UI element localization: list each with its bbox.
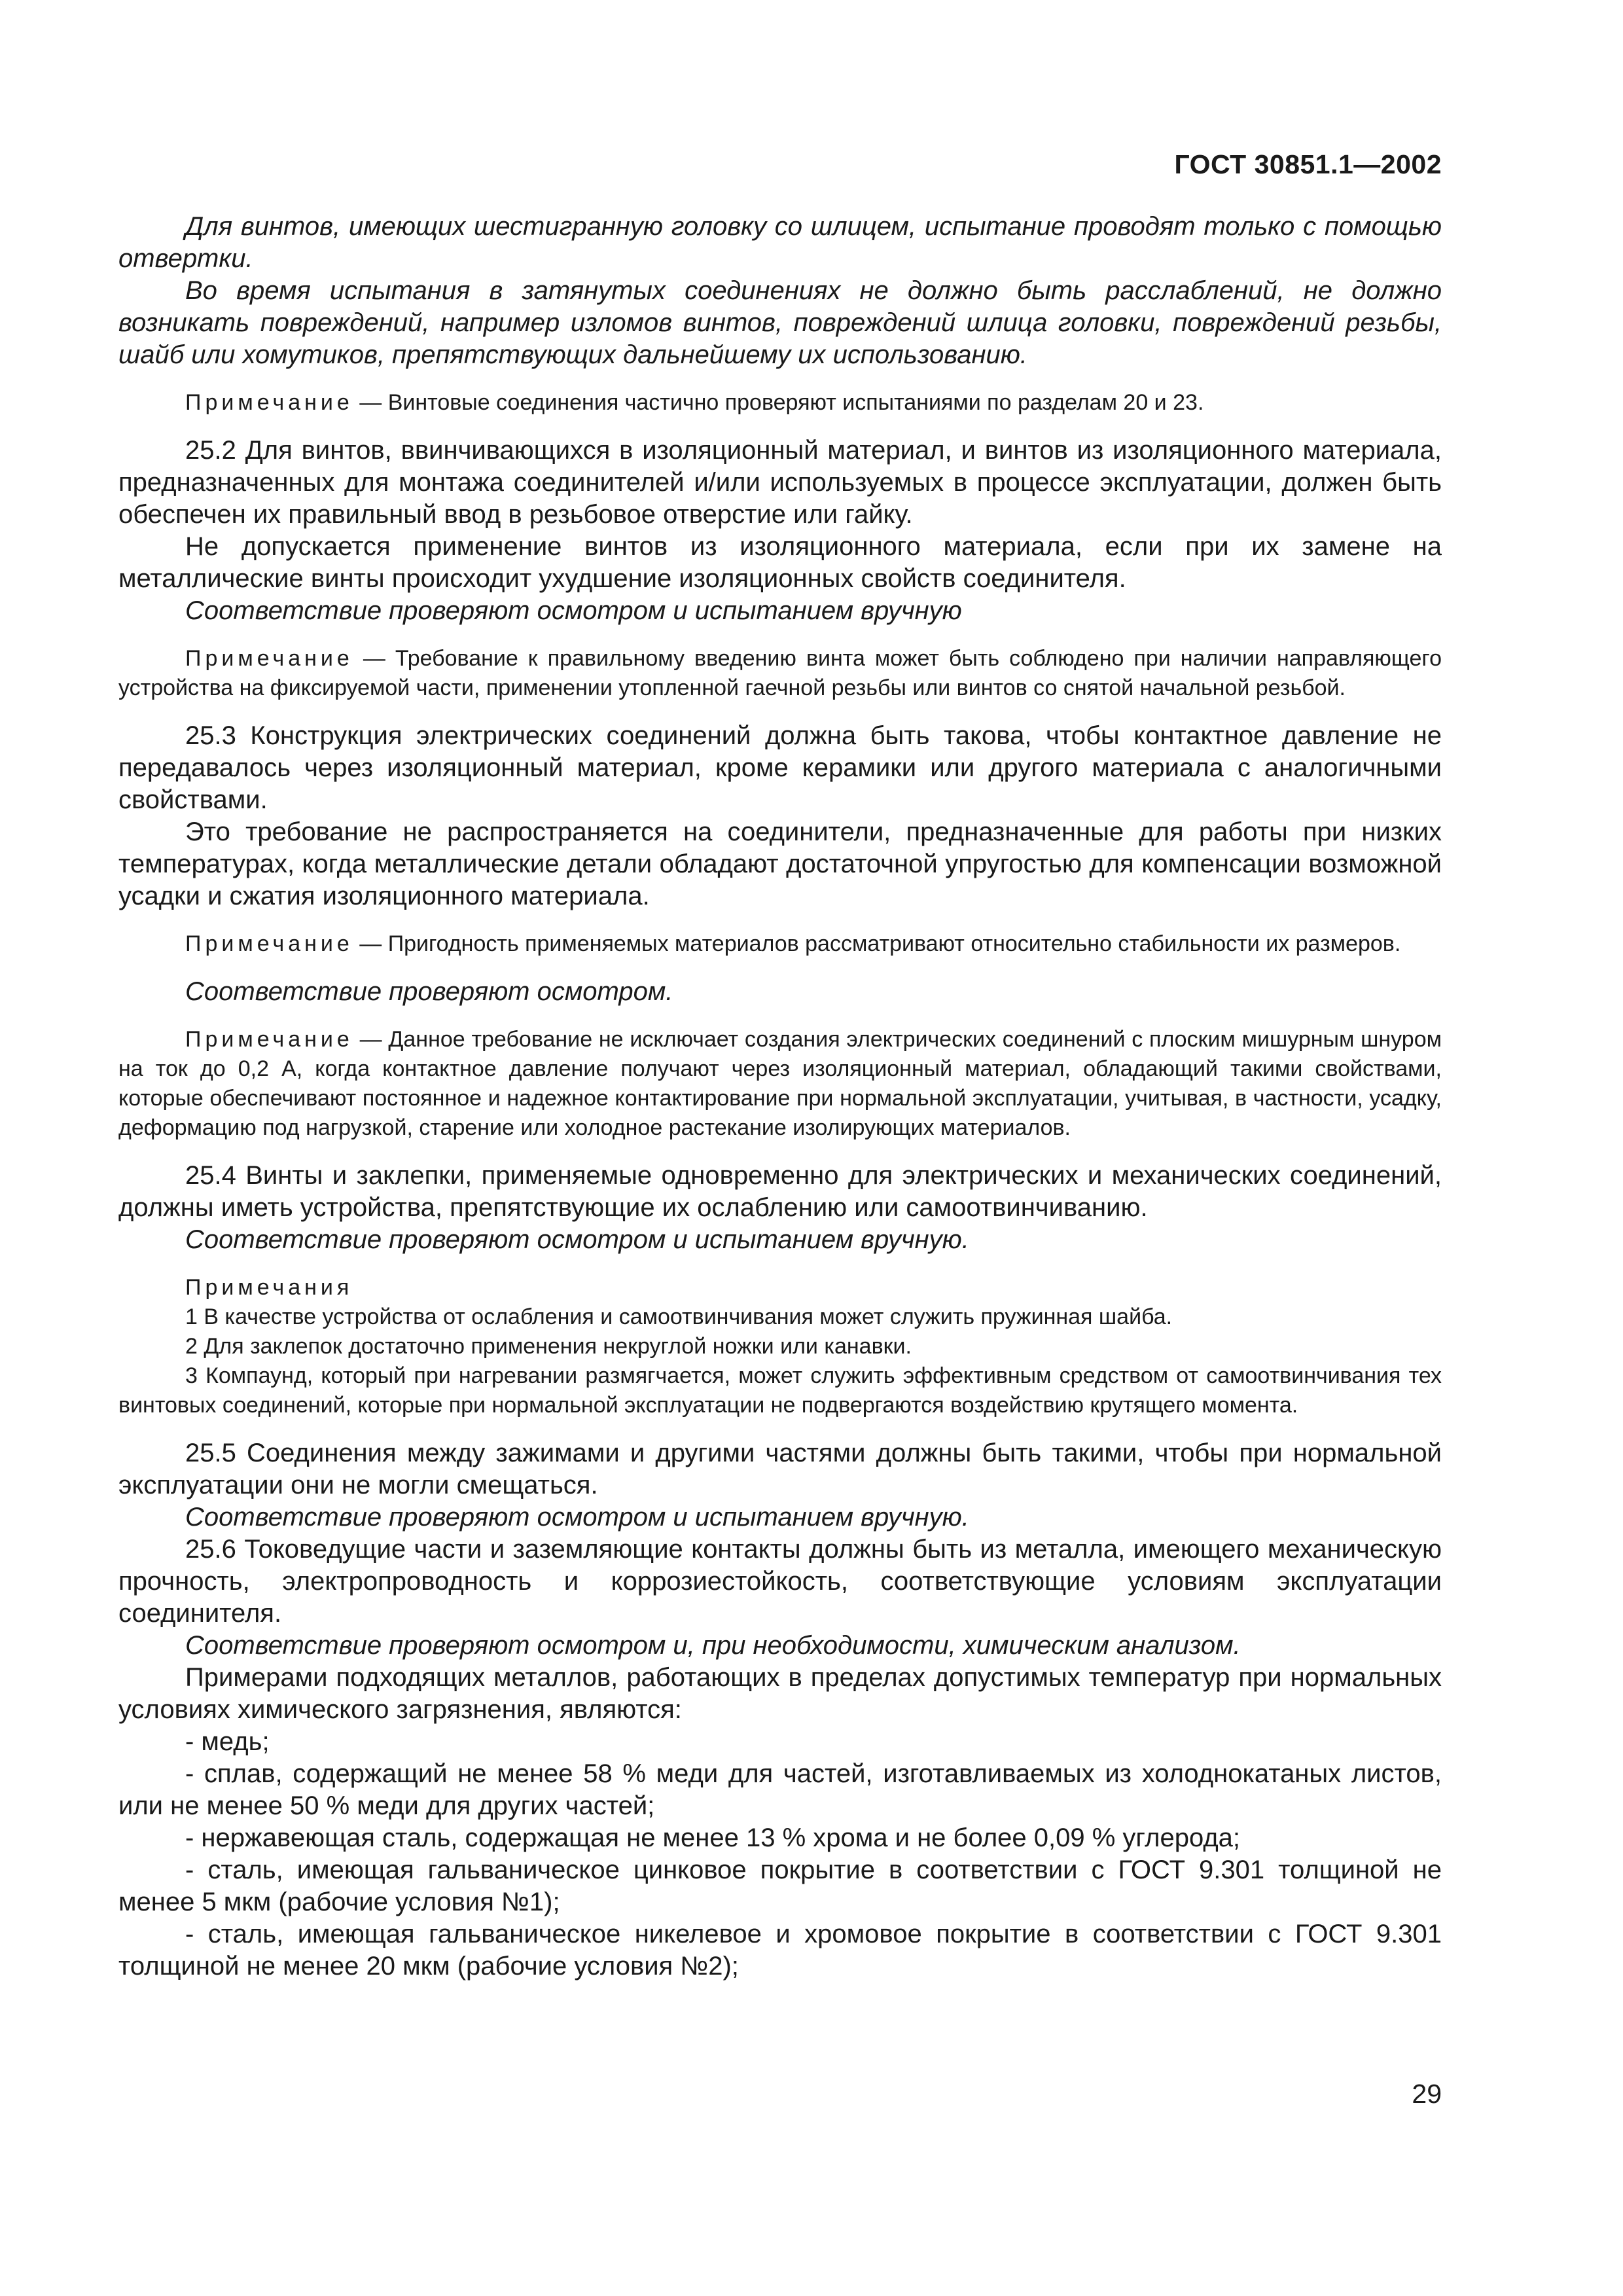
note-label: Примечание <box>185 646 353 671</box>
note-text: — Винтовые соединения частично проверяют испытаниями по разделам 20 и 23. <box>353 390 1204 415</box>
paragraph: Примерами подходящих металлов, работающих в пределах допустимых температур при нормальных условиях химического загрязнения, являются: <box>118 1663 1442 1724</box>
note-text: — Пригодность применяемых материалов рассматривают относительно стабильности их размеров. <box>353 931 1401 956</box>
page-number: 29 <box>1412 2079 1442 2109</box>
note <box>118 929 1442 959</box>
clause-25-6: 25.6 Токоведущие части и заземляющие контакты должны быть из металла, имеющего механическую прочность, электропроводность и коррозиестойкость, соответствующие условиям эксплуатации соединителя. <box>118 1535 1442 1628</box>
clause-25-2: 25.2 Для винтов, ввинчивающихся в изоляционный материал, и винтов из изоляционного материала, предназначенных для монтажа соединителей и/или используемых в процессе эксплуатации, должен быть обеспечен их правильный ввод в резьбовое отверстие или гайку. <box>118 436 1442 529</box>
paragraph: Не допускается применение винтов из изоляционного материала, если при их замене на металлические винты происходит ухудшение изоляционных свойств соединителя. <box>118 532 1442 593</box>
paragraph: Во время испытания в затянутых соединениях не должно быть расслаблений, не должно возникать повреждений, например изломов винтов, повреждений шлица головки, повреждений резьбы, шайб или хомутиков, препятствующих дальнейшему их использованию. <box>118 276 1442 369</box>
compliance-check: Соответствие проверяют осмотром и испытанием вручную <box>185 596 962 625</box>
list-item: - нержавеющая сталь, содержащая не менее 13 % хрома и не более 0,09 % углерода; <box>185 1823 1241 1852</box>
list-item: - медь; <box>185 1727 270 1756</box>
note-label: Примечание <box>185 931 353 956</box>
list-item: - сталь, имеющая гальваническое цинковое покрытие в соответствии с ГОСТ 9.301 толщиной не менее 5 мкм (рабочие условия №1); <box>118 1856 1442 1916</box>
compliance-check: Соответствие проверяют осмотром и испытанием вручную. <box>185 1503 969 1532</box>
note-label: Примечание <box>185 1027 353 1052</box>
note-label: Примечание <box>185 390 353 415</box>
note-item: 3 Компаунд, который при нагревании размягчается, может служить эффективным средством от самоотвинчивания тех винтовых соединений, которые при нормальной эксплуатации не подвергаются воздействию крутящего момента. <box>118 1363 1442 1418</box>
compliance-check: Соответствие проверяют осмотром. <box>185 977 673 1006</box>
note-text: — Данное требование не исключает создания электрических соединений с плоским мишурным шнуром на ток до 0,2 А, когда контактное давление получают через изоляционный материал, обладающий такими свойствами, которые обеспечивают постоянное и надежное контактирование при нормальной эксплуатации, учитывая, в частности, усадку, деформацию под нагрузкой, старение или холодное растекание изолирующих материалов. <box>118 1027 1442 1140</box>
note <box>118 1025 1442 1143</box>
clause-25-5: 25.5 Соединения между зажимами и другими частями должны быть такими, чтобы при нормальной эксплуатации они не могли смещаться. <box>118 1439 1442 1499</box>
note-text: — Требование к правильному введению винта может быть соблюдено при наличии направляющего устройства на фиксируемой части, применении утопленной гаечной резьбы или винтов со снятой начальной резьбой. <box>118 646 1442 700</box>
compliance-check: Соответствие проверяют осмотром и, при необходимости, химическим анализом. <box>185 1631 1241 1660</box>
list-item: - сплав, содержащий не менее 58 % меди для частей, изготавливаемых из холоднокатаных листов, или не менее 50 % меди для других частей; <box>118 1759 1442 1820</box>
paragraph: Для винтов, имеющих шестигранную головку со шлицем, испытание проводят только с помощью отвертки. <box>118 212 1442 273</box>
note <box>118 388 1442 418</box>
list-item: - сталь, имеющая гальваническое никелевое и хромовое покрытие в соответствии с ГОСТ 9.301 толщиной не менее 20 мкм (рабочие условия №2); <box>118 1920 1442 1981</box>
note-item: 2 Для заклепок достаточно применения некруглой ножки или канавки. <box>185 1334 912 1359</box>
standard-header: ГОСТ 30851.1—2002 <box>1174 149 1442 179</box>
page-body <box>118 211 1442 1982</box>
note-item: 1 В качестве устройства от ослабления и самоотвинчивания может служить пружинная шайба. <box>185 1304 1173 1329</box>
note <box>118 644 1442 703</box>
compliance-check: Соответствие проверяют осмотром и испытанием вручную. <box>185 1225 969 1254</box>
clause-25-3: 25.3 Конструкция электрических соединений должна быть такова, чтобы контактное давление не передавалось через изоляционный материал, кроме керамики или другого материала с аналогичными свойствами. <box>118 721 1442 814</box>
notes-label: Примечания <box>185 1275 353 1300</box>
clause-25-4: 25.4 Винты и заклепки, применяемые одновременно для электрических и механических соединений, должны иметь устройства, препятствующие их ослаблению или самоотвинчиванию. <box>118 1161 1442 1222</box>
paragraph: Это требование не распространяется на соединители, предназначенные для работы при низких температурах, когда металлические детали обладают достаточной упругостью для компенсации возможной усадки и сжатия изоляционного материала. <box>118 817 1442 910</box>
